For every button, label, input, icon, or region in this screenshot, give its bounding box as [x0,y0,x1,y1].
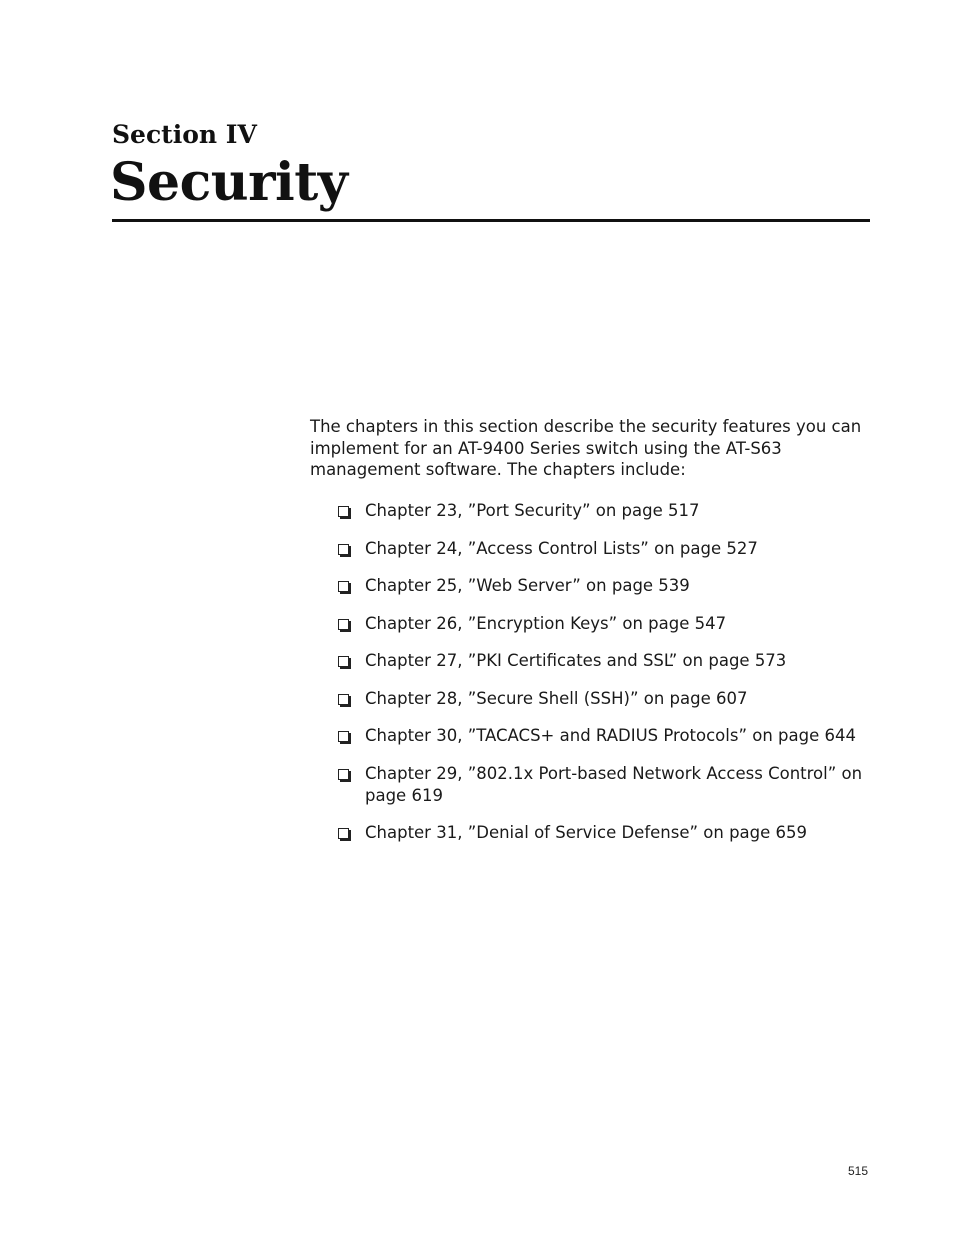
list-item [338,538,878,560]
chapter-list [338,500,878,860]
checkbox-bullet-icon [338,544,349,555]
list-item [338,763,878,807]
list-item [338,822,878,844]
page-number: 515 [848,1164,869,1178]
section-label: Section IV [112,120,257,149]
checkbox-bullet-icon [338,619,349,630]
checkbox-bullet-icon [338,694,349,705]
checkbox-bullet-icon [338,581,349,592]
chapter-reference: Chapter 29, ”802.1x Port-based Network Access Control” on page 619 [365,763,863,805]
checkbox-bullet-icon [338,731,349,742]
page-title: Security [110,152,348,213]
checkbox-bullet-icon [338,769,349,780]
chapter-reference: Chapter 25, ”Web Server” on page 539 [365,576,690,595]
list-item [338,575,878,597]
chapter-reference: Chapter 24, ”Access Control Lists” on page 527 [365,538,758,558]
checkbox-bullet-icon [338,656,349,667]
title-rule [112,219,870,222]
intro-paragraph: The chapters in this section describe the security features you can implement for an AT-9400 Series switch using the AT-S63 management software. The chapters include: [310,417,862,479]
chapter-reference: Chapter 23, ”Port Security” on page 517 [365,501,700,520]
list-item [338,613,878,635]
list-item [338,500,878,522]
chapter-reference: Chapter 28, ”Secure Shell (SSH)” on page 607 [365,688,748,708]
list-item [338,650,878,672]
chapter-reference: Chapter 26, ”Encryption Keys” on page 547 [365,613,727,633]
list-item [338,725,878,747]
chapter-reference: Chapter 31, ”Denial of Service Defense” on page 659 [365,823,808,842]
chapter-reference: Chapter 27, ”PKI Certificates and SSL” on page 573 [365,651,787,670]
checkbox-bullet-icon [338,506,349,517]
chapter-reference: Chapter 30, ”TACACS+ and RADIUS Protocols” on page 644 [365,726,856,745]
checkbox-bullet-icon [338,828,349,839]
list-item [338,688,878,710]
